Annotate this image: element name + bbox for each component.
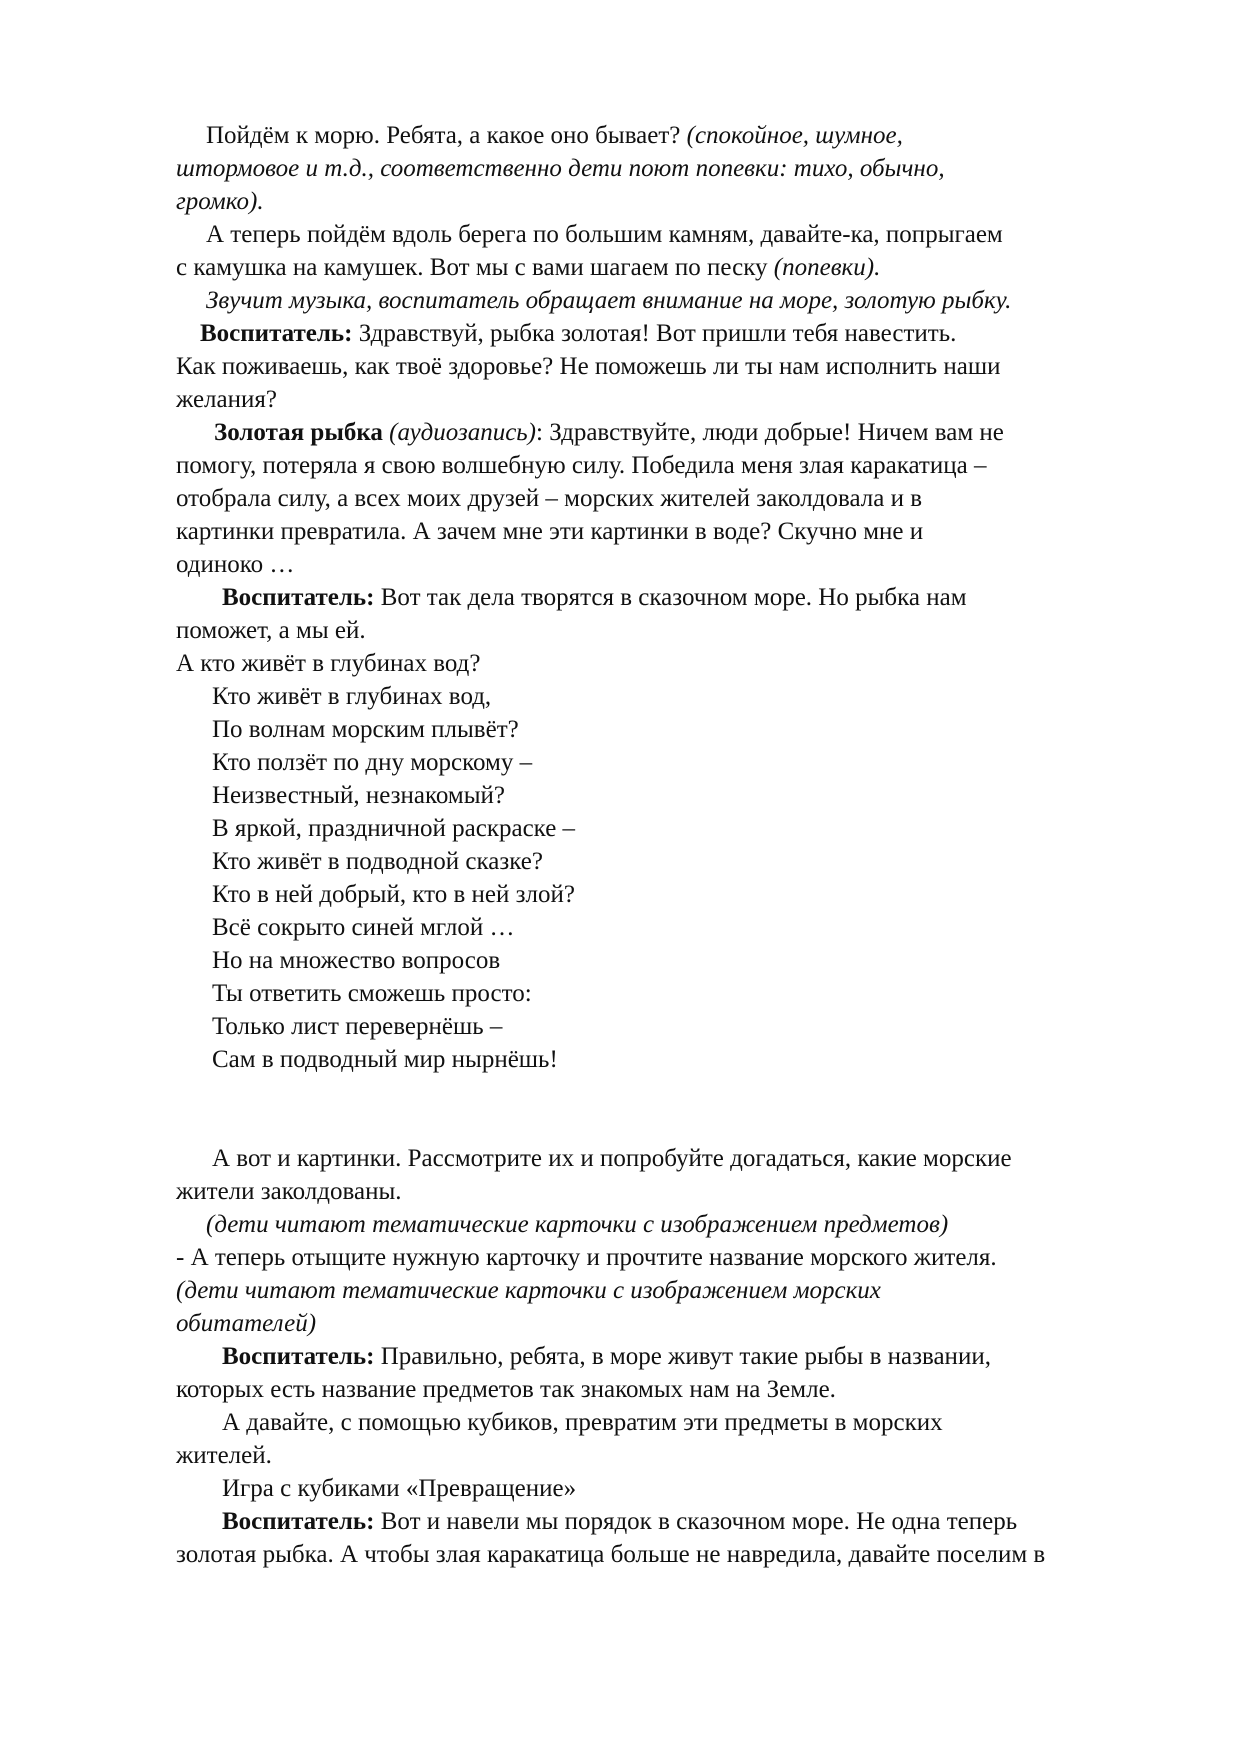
text-line bbox=[176, 1142, 1211, 1175]
text-line bbox=[176, 1406, 1211, 1439]
document-body bbox=[176, 119, 1211, 1571]
italic-run: обитателей) bbox=[176, 1310, 317, 1337]
text-line bbox=[176, 1505, 1211, 1538]
italic-run: (дети читают тематические карточки с изображением предметов) bbox=[206, 1211, 949, 1238]
italic-run: Звучит музыка, воспитатель обращает внимание на море, золотую рыбку. bbox=[206, 287, 1012, 314]
text-line bbox=[176, 218, 1211, 251]
text-line bbox=[176, 350, 1211, 383]
poem-line: Неизвестный, незнакомый? bbox=[212, 782, 505, 809]
text-line bbox=[176, 1208, 1211, 1241]
text-line bbox=[176, 1538, 1211, 1571]
speaker-label: Воспитатель: bbox=[222, 1508, 375, 1535]
text-line bbox=[176, 119, 1211, 152]
text-run: : Здравствуйте, люди добрые! Ничем вам не bbox=[536, 419, 1004, 446]
text-run: Здравствуй, рыбка золотая! Вот пришли тебя навестить. bbox=[352, 320, 957, 347]
poem-line: Но на множество вопросов bbox=[212, 947, 501, 974]
poem-line: В яркой, праздничной раскраске – bbox=[212, 815, 576, 842]
text-line bbox=[176, 1340, 1211, 1373]
text-line bbox=[176, 1373, 1211, 1406]
poem-line: Всё сокрыто синей мглой … bbox=[212, 914, 515, 941]
text-run: А давайте, с помощью кубиков, превратим эти предметы в морских bbox=[222, 1409, 943, 1436]
italic-run: штормовое и т.д., соответственно дети поют попевки: тихо, обычно, bbox=[176, 155, 945, 182]
text-line bbox=[176, 284, 1211, 317]
text-run: жителей. bbox=[176, 1442, 272, 1469]
poem-line: По волнам морским плывёт? bbox=[212, 716, 519, 743]
text-line bbox=[176, 1241, 1211, 1274]
text-line bbox=[176, 317, 1211, 350]
text-run: Вот так дела творятся в сказочном море. Но рыбка нам bbox=[374, 584, 967, 611]
text-run: отобрала силу, а всех моих друзей – морских жителей заколдовала и в bbox=[176, 485, 923, 512]
italic-run: (дети читают тематические карточки с изображением морских bbox=[176, 1277, 881, 1304]
text-line bbox=[176, 1307, 1211, 1340]
poem-line: Сам в подводный мир нырнёшь! bbox=[212, 1046, 558, 1073]
text-line bbox=[176, 416, 1211, 449]
text-run: желания? bbox=[176, 386, 277, 413]
text-line bbox=[176, 548, 1211, 581]
text-line bbox=[176, 614, 1211, 647]
text-run: Вот и навели мы порядок в сказочном море. Не одна теперь bbox=[374, 1508, 1018, 1535]
text-line bbox=[176, 1472, 1211, 1505]
speaker-label: Золотая рыбка bbox=[214, 419, 390, 446]
text-run: Правильно, ребята, в море живут такие рыбы в названии, bbox=[374, 1343, 991, 1370]
text-run: жители заколдованы. bbox=[176, 1178, 402, 1205]
speaker-label: Воспитатель: bbox=[222, 584, 375, 611]
text-line bbox=[176, 1274, 1211, 1307]
text-line bbox=[176, 647, 1211, 680]
text-run: - А теперь отыщите нужную карточку и прочтите название морского жителя. bbox=[176, 1244, 997, 1271]
text-run: одиноко … bbox=[176, 551, 295, 578]
text-run: поможет, а мы ей. bbox=[176, 617, 366, 644]
text-line bbox=[176, 383, 1211, 416]
speaker-label: Воспитатель: bbox=[200, 320, 353, 347]
text-run: Пойдём к морю. Ребята, а какое оно бывает? bbox=[206, 122, 687, 149]
text-run: помогу, потеряла я свою волшебную силу. Победила меня злая каракатица – bbox=[176, 452, 987, 479]
text-run: картинки превратила. А зачем мне эти картинки в воде? Скучно мне и bbox=[176, 518, 924, 545]
poem-line: Кто ползёт по дну морскому – bbox=[212, 749, 533, 776]
poem-line: Кто живёт в подводной сказке? bbox=[212, 848, 543, 875]
poem-line: Кто в ней добрый, кто в ней злой? bbox=[212, 881, 575, 908]
text-line bbox=[176, 1175, 1211, 1208]
italic-run: (попевки). bbox=[773, 254, 881, 281]
text-line bbox=[176, 251, 1211, 284]
text-line bbox=[176, 449, 1211, 482]
text-line bbox=[176, 1439, 1211, 1472]
text-line bbox=[176, 152, 1211, 185]
italic-run: (аудиозапись) bbox=[389, 419, 537, 446]
text-line bbox=[176, 515, 1211, 548]
text-line bbox=[176, 482, 1211, 515]
text-run: Как поживаешь, как твоё здоровье? Не поможешь ли ты нам исполнить наши bbox=[176, 353, 1001, 380]
text-line bbox=[176, 185, 1211, 218]
text-run: А кто живёт в глубинах вод? bbox=[176, 650, 481, 677]
poem-line: Только лист перевернёшь – bbox=[212, 1013, 503, 1040]
text-run: Игра с кубиками «Превращение» bbox=[222, 1475, 577, 1502]
poem-line: Кто живёт в глубинах вод, bbox=[212, 683, 492, 710]
italic-run: громко). bbox=[176, 188, 264, 215]
text-run: А вот и картинки. Рассмотрите их и попробуйте догадаться, какие морские bbox=[212, 1145, 1012, 1172]
text-run: которых есть название предметов так знакомых нам на Земле. bbox=[176, 1376, 836, 1403]
poem-line: Ты ответить сможешь просто: bbox=[212, 980, 532, 1007]
speaker-label: Воспитатель: bbox=[222, 1343, 375, 1370]
blank-space bbox=[176, 1076, 1211, 1142]
text-run: с камушка на камушек. Вот мы с вами шагаем по песку bbox=[176, 254, 774, 281]
text-run: золотая рыбка. А чтобы злая каракатица больше не навредила, давайте поселим в bbox=[176, 1541, 1046, 1568]
italic-run: (спокойное, шумное, bbox=[686, 122, 903, 149]
text-line bbox=[176, 581, 1211, 614]
text-run: А теперь пойдём вдоль берега по большим камням, давайте-ка, попрыгаем bbox=[206, 221, 1003, 248]
